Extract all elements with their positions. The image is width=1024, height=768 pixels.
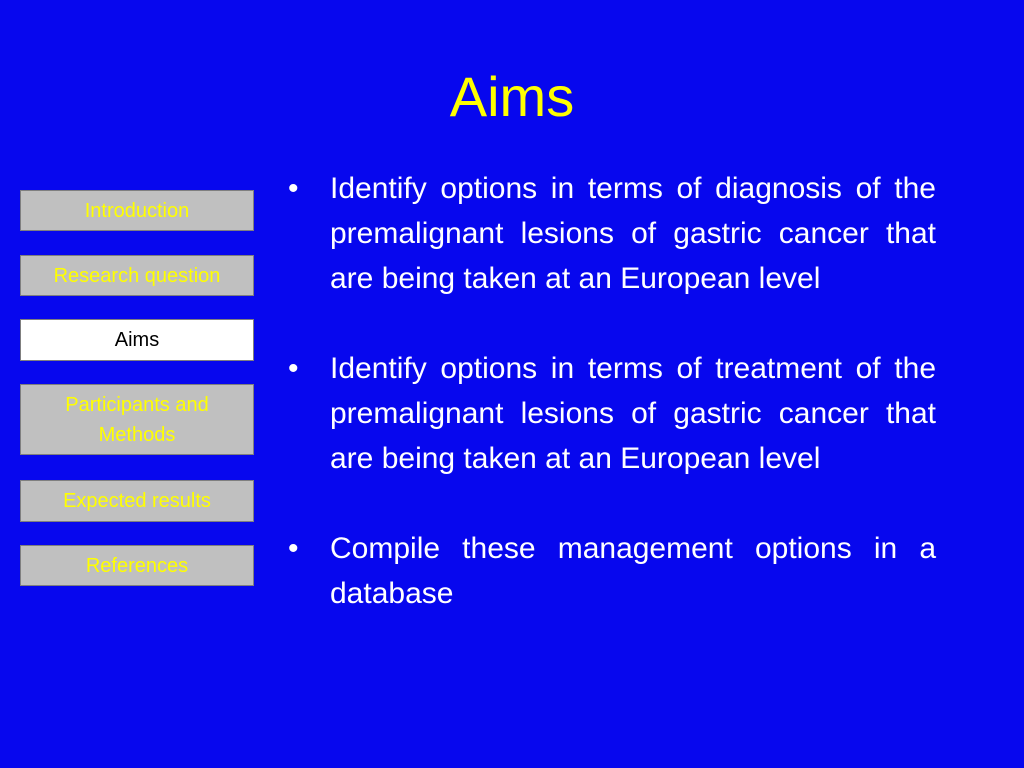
nav-item-introduction[interactable] xyxy=(20,190,254,231)
nav-item-label: References xyxy=(85,554,189,577)
nav-item-references[interactable] xyxy=(20,545,254,586)
nav-item-participants-and-methods[interactable] xyxy=(20,384,254,455)
bullet-text: Identify options in terms of diagnosis of the premalignant lesions of gastric cancer that are being taken at an European level xyxy=(330,172,936,295)
nav-item-label: Introduction xyxy=(84,199,190,222)
bullet-dot-icon: • xyxy=(288,172,299,205)
slide-title: Aims xyxy=(449,65,575,128)
nav-item-label: Participants and Methods xyxy=(65,393,209,446)
nav-item-expected-results[interactable] xyxy=(20,480,254,522)
nav-item-label: Expected results xyxy=(63,490,211,512)
bullet-item xyxy=(286,166,936,301)
bullet-dot-icon: • xyxy=(288,532,299,565)
bullet-text: Compile these management options in a database xyxy=(330,532,936,610)
nav-item-research-question[interactable] xyxy=(20,255,254,296)
bullet-dot-icon: • xyxy=(288,352,299,385)
bullet-item xyxy=(286,526,936,616)
nav-item-label: Research question xyxy=(53,264,221,287)
nav-item-label: Aims xyxy=(114,329,160,351)
bullet-text: Identify options in terms of treatment of the premalignant lesions of gastric cancer that are being taken at an European level xyxy=(330,352,936,475)
nav-item-aims[interactable] xyxy=(20,319,254,361)
aims-bullet-list xyxy=(286,166,936,616)
bullet-item xyxy=(286,346,936,481)
